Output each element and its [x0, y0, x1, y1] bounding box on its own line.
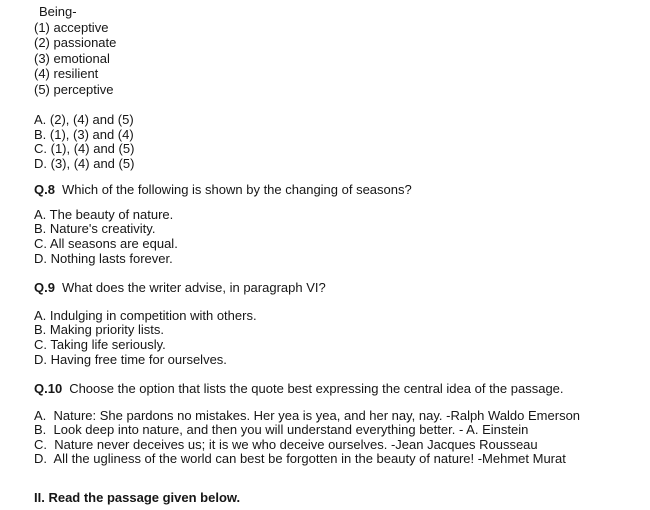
answer-option: C. Nature never deceives us; it is we who deceive ourselves. -Jean Jacques Rousseau: [34, 436, 538, 452]
answer-option: D. All the ugliness of the world can best be forgotten in the beauty of nature! -Mehmet Murat: [34, 451, 566, 467]
answer-option: A. (2), (4) and (5): [34, 112, 134, 127]
question-number: Q.9: [34, 280, 55, 296]
answer-option: C. (1), (4) and (5): [34, 141, 135, 157]
stem-item: (1) acceptive: [34, 19, 109, 35]
stem-item: (3) emotional: [34, 50, 110, 66]
answer-option: B. Making priority lists.: [34, 322, 165, 338]
question-q9: [34, 280, 642, 296]
question-q10: [34, 381, 642, 397]
stem-list: [34, 4, 642, 97]
question-number: Q.10: [34, 381, 63, 397]
answer-option: A. Indulging in competition with others.: [34, 307, 257, 323]
question-q9-options: [34, 309, 642, 367]
answer-option: A. The beauty of nature.: [34, 206, 174, 222]
question-q8: [34, 182, 642, 198]
question-text: Which of the following is shown by the changing of seasons?: [61, 182, 412, 198]
stem-item: (4) resilient: [34, 66, 99, 81]
answer-option: B. Nature's creativity.: [34, 221, 156, 237]
answer-option: D. Having free time for ourselves.: [34, 351, 227, 367]
answer-option: C. Taking life seriously.: [34, 336, 166, 352]
answer-option: B. (1), (3) and (4): [34, 126, 134, 142]
stem-answer-options: [34, 113, 642, 171]
stem-item: (5) perceptive: [34, 81, 114, 97]
answer-option: C. All seasons are equal.: [34, 236, 178, 252]
question-text: Choose the option that lists the quote best expressing the central idea of the passage.: [69, 381, 564, 397]
answer-option: B. Look deep into nature, and then you will understand everything better. - A. Einstein: [34, 422, 529, 438]
question-text: What does the writer advise, in paragraph VI?: [61, 280, 326, 296]
stem-item: (2) passionate: [34, 35, 117, 50]
question-q8-options: [34, 208, 642, 266]
stem-lead: Being-: [39, 4, 77, 19]
question-number: Q.8: [34, 182, 55, 198]
answer-option: A. Nature: She pardons no mistakes. Her yea is yea, and her nay, nay. -Ralph Waldo Emerson: [34, 407, 581, 423]
answer-option: D. Nothing lasts forever.: [34, 250, 173, 266]
answer-option: D. (3), (4) and (5): [34, 155, 135, 171]
question-q10-options: [34, 409, 642, 467]
section-heading: II. Read the passage given below.: [34, 490, 241, 505]
